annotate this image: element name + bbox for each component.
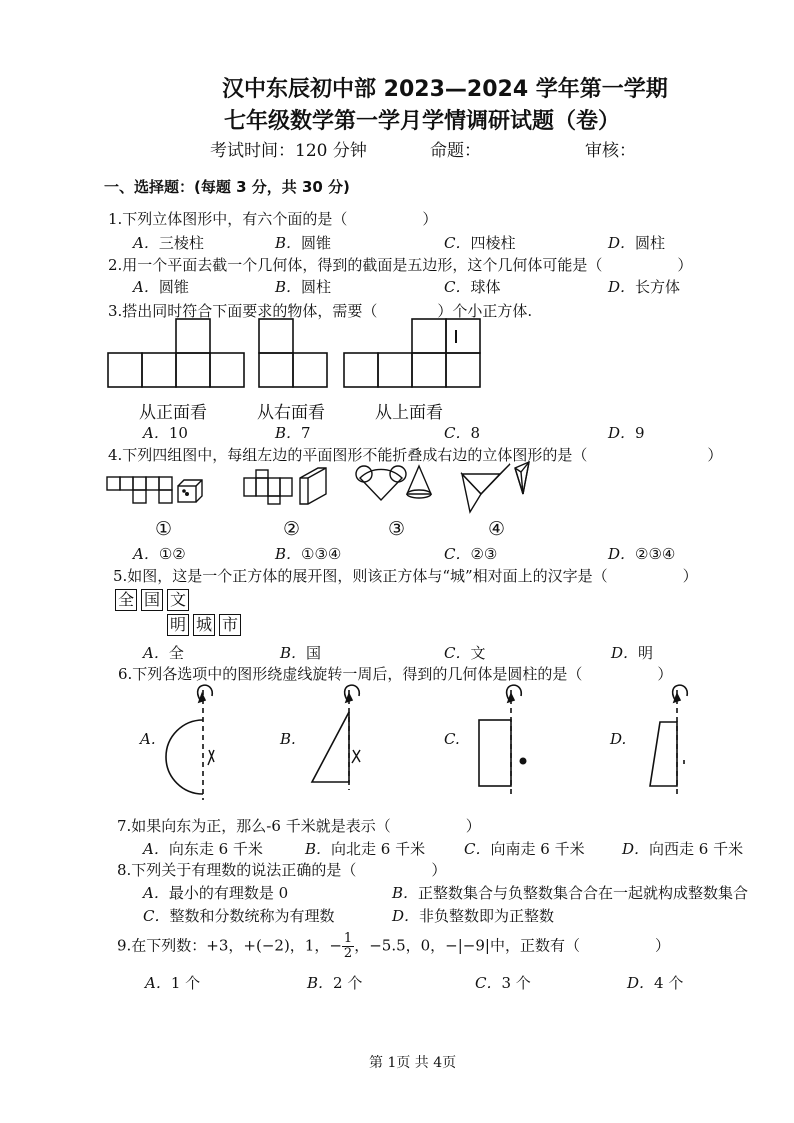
q2-stem: 2.用一个平面去截一个几何体，得到的截面是五边形，这个几何体可能是（ ） (108, 256, 693, 274)
q5-net-cell: 明 (167, 614, 189, 636)
q5-net-cell: 文 (167, 589, 189, 611)
q2-option-c: C．球体 (444, 278, 501, 296)
q9-option-a: A．1 个 (145, 974, 201, 992)
q6-label-b: B. (280, 730, 296, 748)
exam-title-line1: 汉中东辰初中部 2023—2024 学年第一学期 (222, 77, 668, 102)
q9-option-d: D．4 个 (627, 974, 684, 992)
q4-option-d: D．②③④ (608, 545, 676, 563)
q8-stem: 8.下列关于有理数的说法正确的是（ ） (117, 861, 447, 879)
q3-option-c: C．8 (444, 424, 481, 442)
q1-option-a: A．三棱柱 (133, 234, 204, 252)
q2-option-b: B．圆柱 (275, 278, 332, 296)
q3-view-top-label: 从上面看 (375, 403, 443, 423)
q7-option-c: C．向南走 6 千米 (464, 840, 585, 858)
q7-option-a: A．向东走 6 千米 (143, 840, 263, 858)
q3-option-d: D．9 (608, 424, 645, 442)
q7-option-b: B．向北走 6 千米 (305, 840, 426, 858)
exam-time: 考试时间：120 分钟 (210, 141, 367, 161)
q9-option-b: B．2 个 (307, 974, 363, 992)
q6-label-c: C. (444, 730, 460, 748)
section-title: 一、选择题：(每题 3 分，共 30 分) (104, 178, 350, 196)
q6-label-a: A. (140, 730, 156, 748)
exam-title-line2: 七年级数学第一学月学情调研试题（卷） (224, 109, 621, 134)
q8-option-c: C．整数和分数统称为有理数 (143, 907, 335, 925)
q4-label-3: ③ (388, 518, 406, 540)
q1-option-b: B．圆锥 (275, 234, 332, 252)
q5-net-cell: 全 (115, 589, 137, 611)
q8-option-d: D．非负整数即为正整数 (392, 907, 555, 925)
q5-option-a: A．全 (143, 644, 184, 662)
q7-option-d: D．向西走 6 千米 (622, 840, 744, 858)
q5-option-b: B．国 (280, 644, 322, 662)
q3-view-front-label: 从正面看 (139, 403, 207, 423)
q4-option-b: B．①③④ (275, 545, 342, 563)
q8-option-a: A．最小的有理数是 0 (143, 884, 289, 902)
q9-stem: 9.在下列数：+3，+(−2)，1，− $\frac{1}{2}$ ，−5.5，0，−|−9|中，正数有（ ） (117, 931, 670, 961)
q8-option-b: B．正整数集合与负整数集合合在一起就构成整数集合 (392, 884, 749, 902)
q3-option-b: B．7 (275, 424, 311, 442)
exam-reviewer: 审核： (585, 141, 636, 161)
q4-label-2: ② (283, 518, 301, 540)
fraction-one-half: $\frac{1}{2}$ (343, 931, 353, 961)
q1-option-c: C．四棱柱 (444, 234, 516, 252)
q5-option-c: C．文 (444, 644, 486, 662)
q4-option-c: C．②③ (444, 545, 498, 563)
q3-view-right-label: 从右面看 (257, 403, 325, 423)
q4-label-1: ① (155, 518, 173, 540)
q1-option-d: D．圆柱 (608, 234, 666, 252)
q5-net-cell: 城 (193, 614, 215, 636)
q6-stem: 6.下列各选项中的图形绕虚线旋转一周后，得到的几何体是圆柱的是（ ） (118, 665, 673, 683)
q4-stem: 4.下列四组图中，每组左边的平面图形不能折叠成右边的立体图形的是（ ） (108, 446, 723, 464)
page-footer: 第 1页 共 4页 (369, 1055, 457, 1071)
q3-option-a: A．10 (143, 424, 188, 442)
q6-label-d: D. (610, 730, 627, 748)
q4-option-a: A．①② (133, 545, 186, 563)
q2-option-d: D．长方体 (608, 278, 681, 296)
q5-stem: 5.如图，这是一个正方体的展开图，则该正方体与“城”相对面上的汉字是（ ） (113, 567, 698, 585)
q5-net-cell: 市 (219, 614, 241, 636)
exam-setter: 命题： (430, 141, 481, 161)
q5-option-d: D．明 (611, 644, 654, 662)
q4-label-4: ④ (488, 518, 506, 540)
q5-net-cell: 国 (141, 589, 163, 611)
q2-option-a: A．圆锥 (133, 278, 189, 296)
q3-stem: 3.搭出同时符合下面要求的物体，需要（ ）个小正方体. (108, 302, 533, 320)
q1-stem: 1.下列立体图形中，有六个面的是（ ） (108, 210, 438, 228)
q7-stem: 7.如果向东为正，那么-6 千米就是表示（ ） (117, 817, 481, 835)
q9-option-c: C．3 个 (475, 974, 531, 992)
